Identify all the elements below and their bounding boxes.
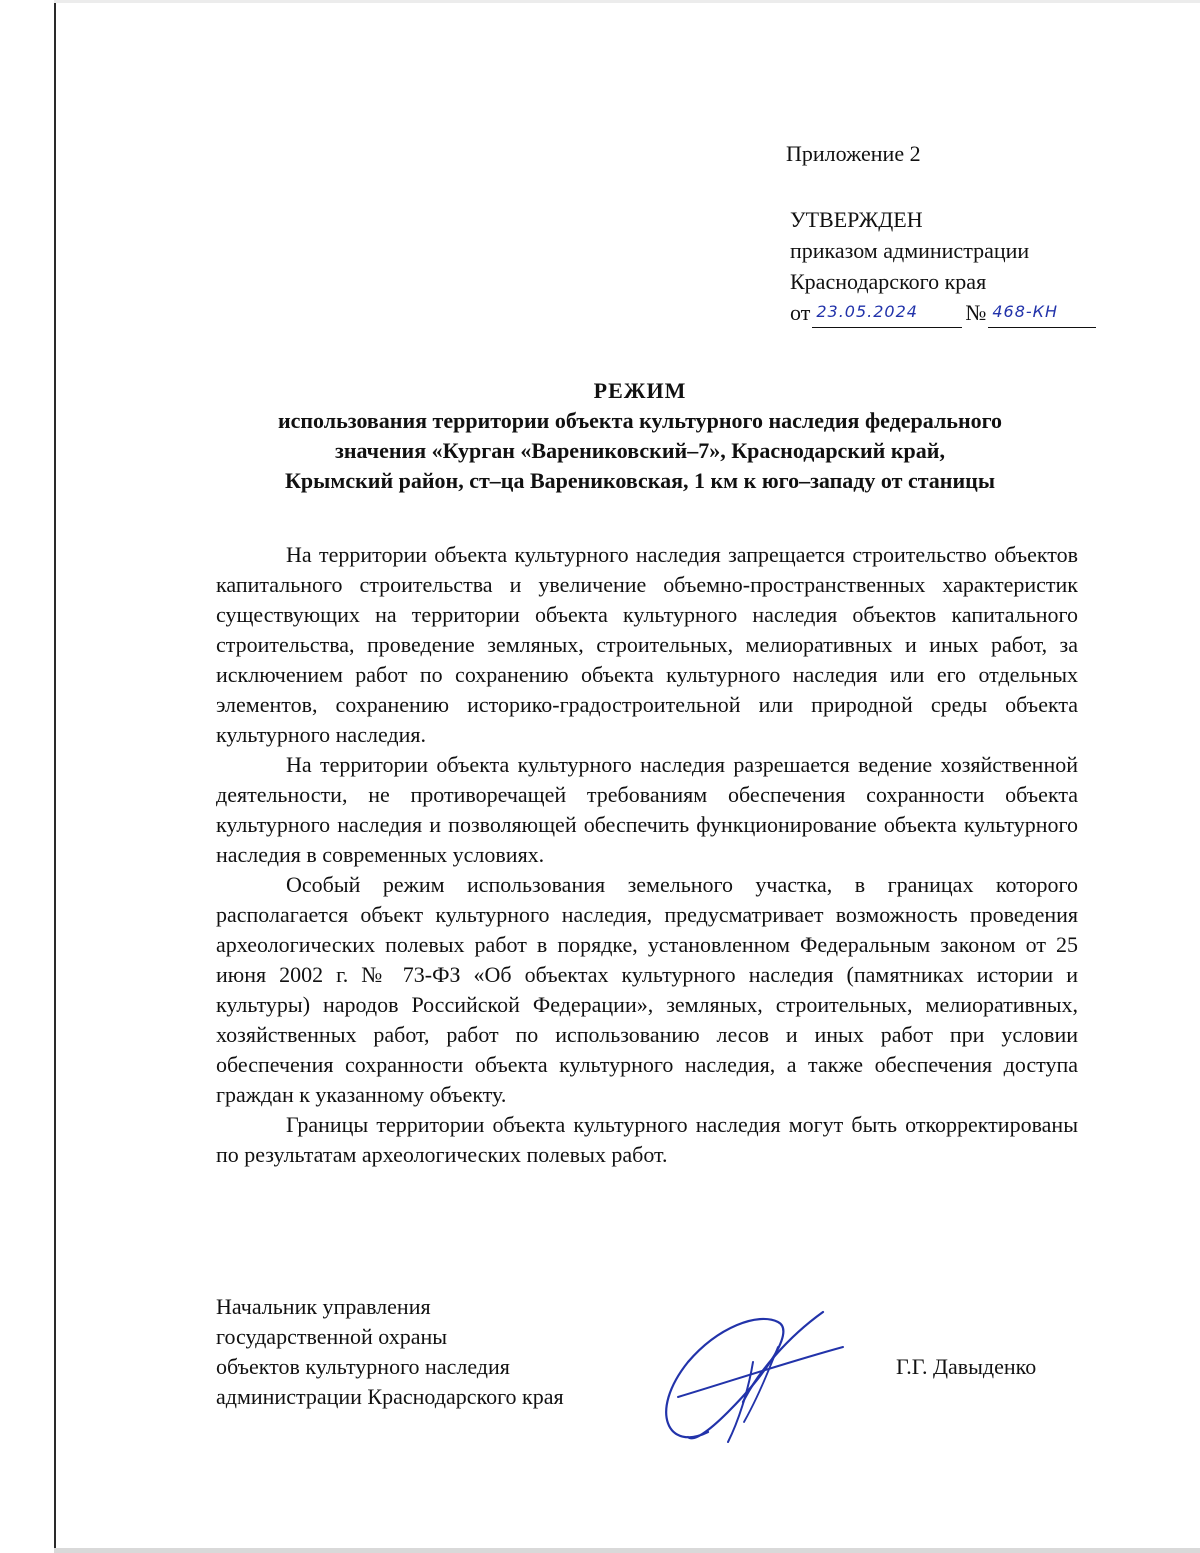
signatory-line-2: государственной охраны <box>216 1324 448 1349</box>
paragraph-1: На территории объекта культурного наследия запрещается строительство объектов капитального строительства и увеличение объемно-пространственных характеристик существующих на территории объекта культурного наследия объектов капитального строительства, проведение земляных, строительных, мелиоративных и иных работ, за исключением работ по сохранению объекта культурного наследия или его отдельных элементов, сохранению историко-градостроительной или природной среды объекта культурного наследия. <box>216 542 1078 747</box>
signatory-title <box>216 1292 564 1412</box>
paragraph-4: Границы территории объекта культурного наследия могут быть откорректированы по результатам археологических полевых работ. <box>216 1112 1078 1167</box>
title-line-2: использования территории объекта культурного наследия федерального <box>277 408 1003 433</box>
approval-block <box>790 204 1099 328</box>
paragraph-2: На территории объекта культурного наследия разрешается ведение хозяйственной деятельности, не противоречащей требованиям обеспечения сохранности объекта культурного наследия и позволяющей обеспечить функционирование объекта культурного наследия в современных условиях. <box>216 752 1078 867</box>
appendix-label: Приложение 2 <box>786 141 921 166</box>
approval-order-row <box>790 297 1099 328</box>
scan-top-edge <box>54 0 1200 3</box>
from-label: от <box>790 300 811 325</box>
approval-stamp: УТВЕРЖДЕН <box>790 207 923 232</box>
document-body <box>216 540 1078 1170</box>
title-line-3: значения «Курган «Варениковский–7», Краснодарский край, <box>335 438 945 463</box>
scan-left-edge <box>0 0 56 1553</box>
document-title <box>180 376 1100 496</box>
scan-bottom-edge <box>54 1548 1200 1553</box>
handwritten-signature <box>648 1302 848 1448</box>
signatory-line-1: Начальник управления <box>216 1294 431 1319</box>
signatory-line-4: администрации Краснодарского края <box>216 1384 564 1409</box>
approval-line-2: Краснодарского края <box>790 269 987 294</box>
title-line-4: Крымский район, ст–ца Варениковская, 1 км к юго–западу от станицы <box>284 468 995 493</box>
signatory-line-3: объектов культурного наследия <box>216 1354 510 1379</box>
handwritten-number: 468-КН <box>992 302 1059 321</box>
approval-line-1: приказом администрации <box>790 238 1030 263</box>
paragraph-3: Особый режим использования земельного участка, в границах которого располагается объект культурного наследия, предусматривает возможность проведения археологических полевых работ в порядке, установленном Федеральным законом от 25 июня 2002 г. № 73-ФЗ «Об объектах культурного наследия (памятниках истории и культуры) народов Российской Федерации», земляных, строительных, мелиоративных, хозяйственных работ, работ по использованию лесов и иных работ при условии обеспечения сохранности объекта культурного наследия, а также обеспечения доступа граждан к указанному объекту. <box>216 872 1078 1107</box>
title-line-1: РЕЖИМ <box>593 378 687 403</box>
number-blank <box>988 302 1096 328</box>
handwritten-date: 23.05.2024 <box>816 302 918 321</box>
number-label: № <box>965 300 987 325</box>
signatory-name: Г.Г. Давыденко <box>896 1354 1037 1379</box>
date-blank <box>812 302 962 328</box>
